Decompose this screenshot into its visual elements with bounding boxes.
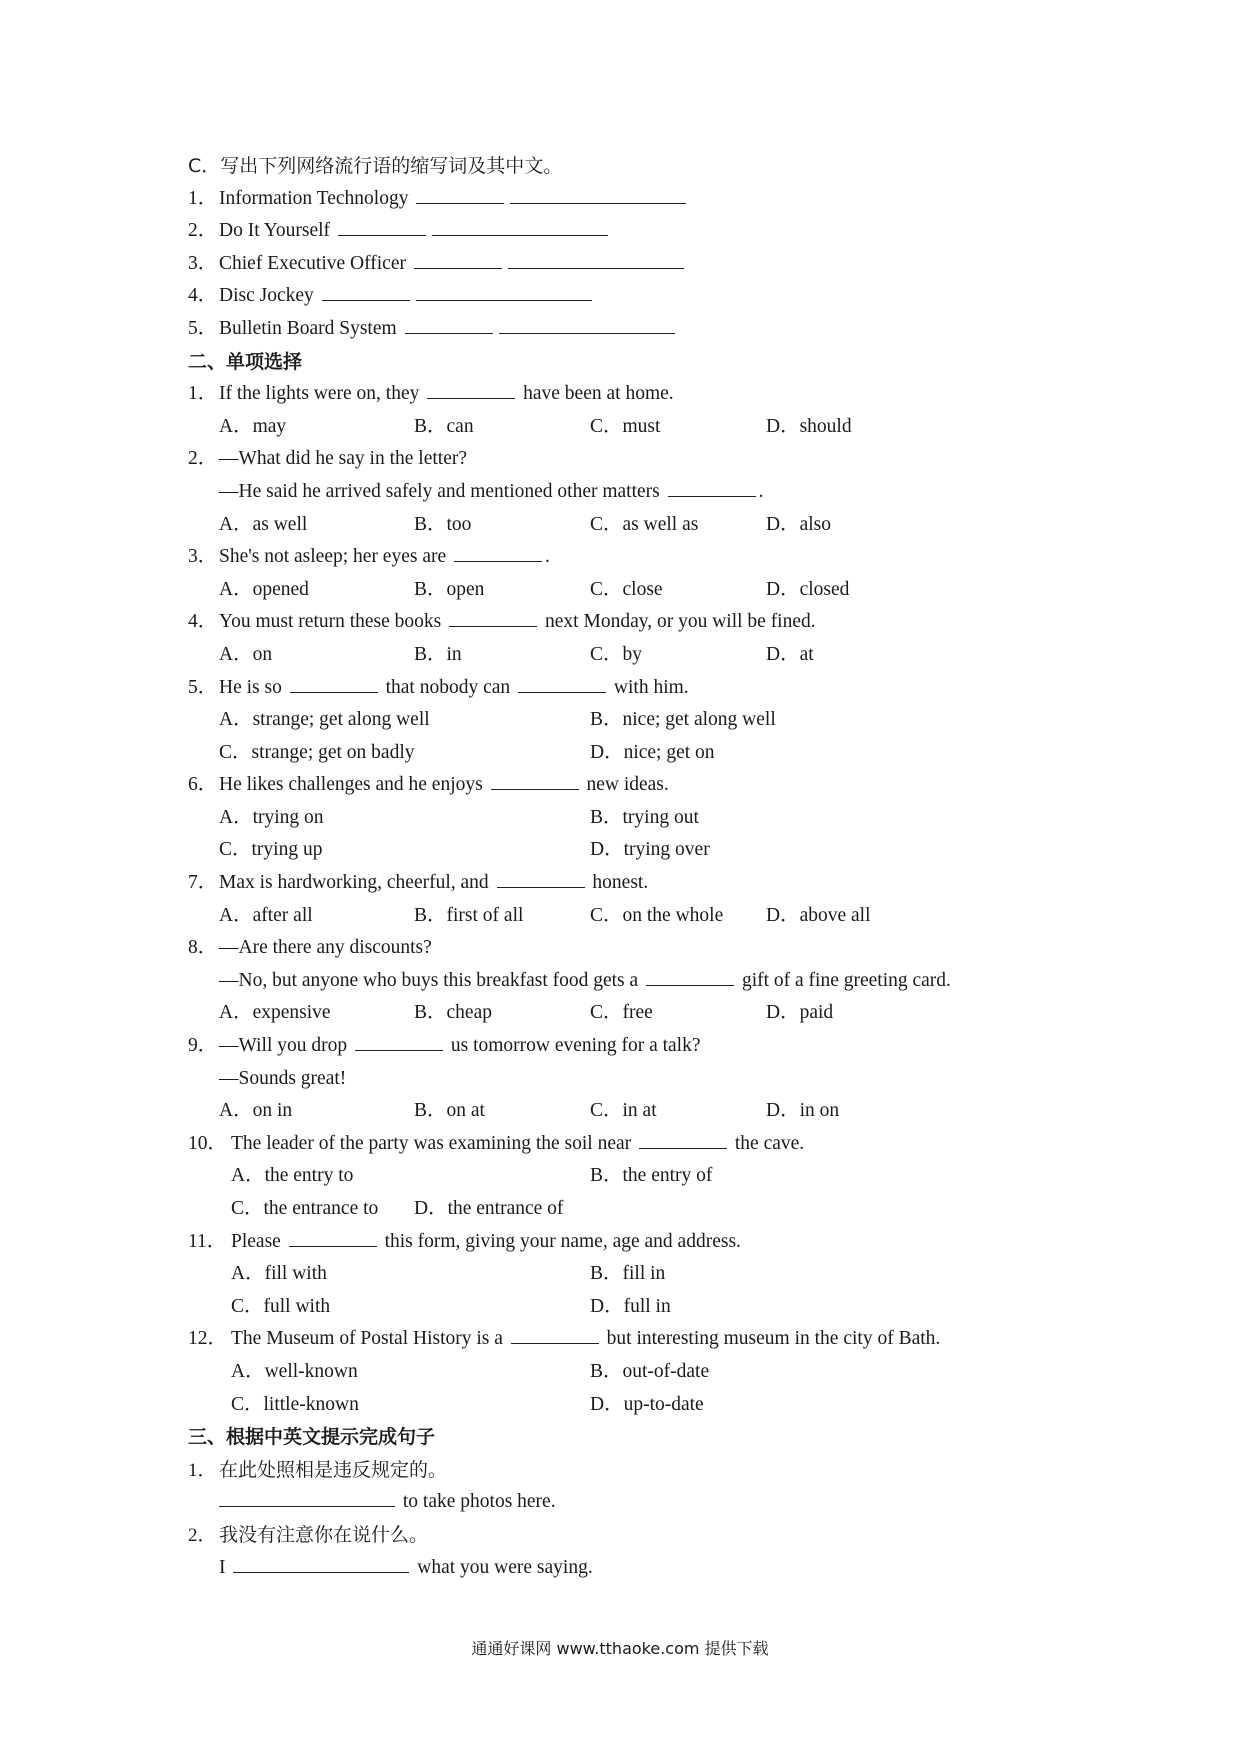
page-footer: 通通好课网 www.tthaoke.com 提供下载 [471, 1639, 769, 1658]
answer-blank[interactable] [416, 283, 592, 302]
option-row [188, 411, 1068, 444]
question-stem: 10． The leader of the party was examining the soil near the cave. [188, 1128, 1068, 1161]
option-c[interactable]: C．full with [231, 1295, 331, 1317]
option-b[interactable]: B．too [414, 513, 472, 535]
option-b[interactable]: B．nice; get along well [590, 709, 776, 731]
translation-answer-line: I what you were saying. [188, 1552, 1068, 1585]
option-c[interactable]: C．in at [590, 1100, 657, 1122]
option-d[interactable]: D．closed [766, 578, 850, 600]
question-stem-line: —He said he arrived safely and mentioned other matters . [188, 476, 1068, 509]
answer-blank[interactable] [233, 1554, 409, 1573]
option-b[interactable]: B．the entry of [590, 1165, 713, 1187]
answer-blank[interactable] [510, 185, 686, 204]
option-row [188, 834, 1068, 867]
question-stem: 1．If the lights were on, they have been at home. [188, 378, 1068, 411]
answer-blank[interactable] [639, 1130, 727, 1149]
option-d[interactable]: D．nice; get on [590, 741, 715, 763]
option-b[interactable]: B．out-of-date [590, 1360, 710, 1382]
option-c[interactable]: C．free [590, 1002, 653, 1024]
option-a[interactable]: A．trying on [219, 806, 324, 828]
option-c[interactable]: C．by [590, 643, 643, 665]
option-row [188, 1389, 1068, 1422]
answer-blank[interactable] [355, 1032, 443, 1051]
question-stem: 4．You must return these books next Monday, or you will be fined. [188, 606, 1068, 639]
option-row [188, 639, 1068, 672]
question-stem: 5．He is so that nobody can with him. [188, 672, 1068, 705]
option-a[interactable]: A．after all [219, 904, 313, 926]
option-row [188, 1193, 1068, 1226]
option-d[interactable]: D．the entrance of [414, 1198, 564, 1219]
option-c[interactable]: C．little-known [231, 1393, 359, 1415]
option-a[interactable]: A．as well [219, 513, 308, 535]
option-c[interactable]: C．close [590, 578, 663, 600]
option-row [188, 1291, 1068, 1324]
question-stem: 6．He likes challenges and he enjoys new ideas. [188, 769, 1068, 802]
answer-blank[interactable] [499, 315, 675, 334]
option-row [188, 574, 1068, 607]
option-row [188, 802, 1068, 835]
option-b[interactable]: B．on at [414, 1100, 485, 1122]
question-stem: 8．—Are there any discounts? [188, 937, 432, 959]
answer-blank[interactable] [432, 218, 608, 237]
option-b[interactable]: B．first of all [414, 904, 524, 926]
abbr-item: 3．Chief Executive Officer [188, 248, 1068, 281]
option-d[interactable]: D．above all [766, 904, 871, 926]
option-row [188, 1095, 1068, 1128]
translation-answer-line: to take photos here. [188, 1486, 1068, 1519]
option-a[interactable]: A．may [219, 415, 287, 437]
answer-blank[interactable] [405, 315, 493, 334]
option-c[interactable]: C．on the whole [590, 904, 724, 926]
abbr-item: 1．Information Technology [188, 183, 1068, 216]
question-stem: 7．Max is hardworking, cheerful, and honest. [188, 867, 1068, 900]
answer-blank[interactable] [416, 185, 504, 204]
section-3-title: 三、根据中英文提示完成句子 [188, 1426, 436, 1449]
answer-blank[interactable] [646, 967, 734, 986]
option-b[interactable]: B．cheap [414, 1002, 492, 1024]
answer-blank[interactable] [427, 381, 515, 400]
option-a[interactable]: A．well-known [231, 1360, 358, 1382]
option-d[interactable]: D．full in [590, 1295, 671, 1317]
answer-blank[interactable] [454, 544, 542, 563]
option-c[interactable]: C．must [590, 415, 661, 437]
answer-blank[interactable] [511, 1326, 599, 1345]
option-d[interactable]: D．paid [766, 1002, 834, 1024]
question-stem: 3．She's not asleep; her eyes are . [188, 541, 1068, 574]
option-a[interactable]: A．on [219, 643, 273, 665]
abbr-item: 5．Bulletin Board System [188, 313, 1068, 346]
translation-prompt: 1． 在此处照相是违反规定的。 [188, 1458, 448, 1481]
option-row [188, 737, 1068, 770]
option-d[interactable]: D．up-to-date [590, 1393, 704, 1415]
option-d[interactable]: D．trying over [590, 839, 710, 861]
translation-prompt: 2． 我没有注意你在说什么。 [188, 1523, 429, 1546]
option-c[interactable]: C．the entrance to [231, 1198, 379, 1219]
option-d[interactable]: D．should [766, 415, 852, 437]
answer-blank[interactable] [414, 250, 502, 269]
option-row [188, 1258, 1068, 1291]
option-row [188, 900, 1068, 933]
answer-blank[interactable] [449, 609, 537, 628]
abbr-item: 4．Disc Jockey [188, 280, 1068, 313]
answer-blank[interactable] [668, 478, 756, 497]
option-a[interactable]: A．strange; get along well [219, 709, 430, 731]
option-b[interactable]: B．can [414, 415, 474, 437]
option-b[interactable]: B．open [414, 578, 485, 600]
answer-blank[interactable] [338, 218, 426, 237]
answer-blank[interactable] [508, 250, 684, 269]
option-a[interactable]: A．the entry to [231, 1165, 354, 1187]
option-d[interactable]: D．in on [766, 1100, 840, 1122]
option-c[interactable]: C．strange; get on badly [219, 741, 415, 763]
answer-blank[interactable] [497, 870, 585, 889]
abbr-item: 2．Do It Yourself [188, 215, 1068, 248]
question-stem: 11． Please this form, giving your name, age and address. [188, 1226, 1068, 1259]
option-c[interactable]: C．as well as [590, 513, 699, 535]
section-2-title: 二、单项选择 [188, 350, 303, 373]
option-row [188, 509, 1068, 542]
section-c-title: C．写出下列网络流行语的缩写词及其中文。 [188, 155, 563, 177]
question-stem-line: —Sounds great! [219, 1067, 347, 1089]
option-d[interactable]: D．at [766, 643, 814, 665]
option-row [188, 1356, 1068, 1389]
answer-blank[interactable] [322, 283, 410, 302]
option-c[interactable]: C．trying up [219, 839, 323, 861]
answer-blank[interactable] [219, 1489, 395, 1508]
question-stem: 12． The Museum of Postal History is a but interesting museum in the city of Bath. [188, 1323, 1068, 1356]
option-b[interactable]: B．in [414, 643, 462, 665]
option-row [188, 1160, 1068, 1193]
answer-blank[interactable] [289, 1228, 377, 1247]
option-a[interactable]: A．expensive [219, 1002, 331, 1024]
option-a[interactable]: A．on in [219, 1100, 293, 1122]
option-row [188, 997, 1068, 1030]
question-stem: 2．—What did he say in the letter? [188, 448, 467, 470]
option-d[interactable]: D．also [766, 513, 831, 535]
option-a[interactable]: A．opened [219, 578, 309, 600]
option-b[interactable]: B．fill in [590, 1263, 666, 1285]
question-stem-line: —No, but anyone who buys this breakfast food gets a gift of a fine greeting card. [188, 965, 1068, 998]
option-a[interactable]: A．fill with [231, 1263, 327, 1285]
worksheet-page [188, 150, 1068, 1584]
option-b[interactable]: B．trying out [590, 806, 699, 828]
question-stem: 9．—Will you drop us tomorrow evening for a talk? [188, 1030, 1068, 1063]
answer-blank[interactable] [491, 772, 579, 791]
option-row [188, 704, 1068, 737]
answer-blank[interactable] [290, 674, 378, 693]
answer-blank[interactable] [518, 674, 606, 693]
